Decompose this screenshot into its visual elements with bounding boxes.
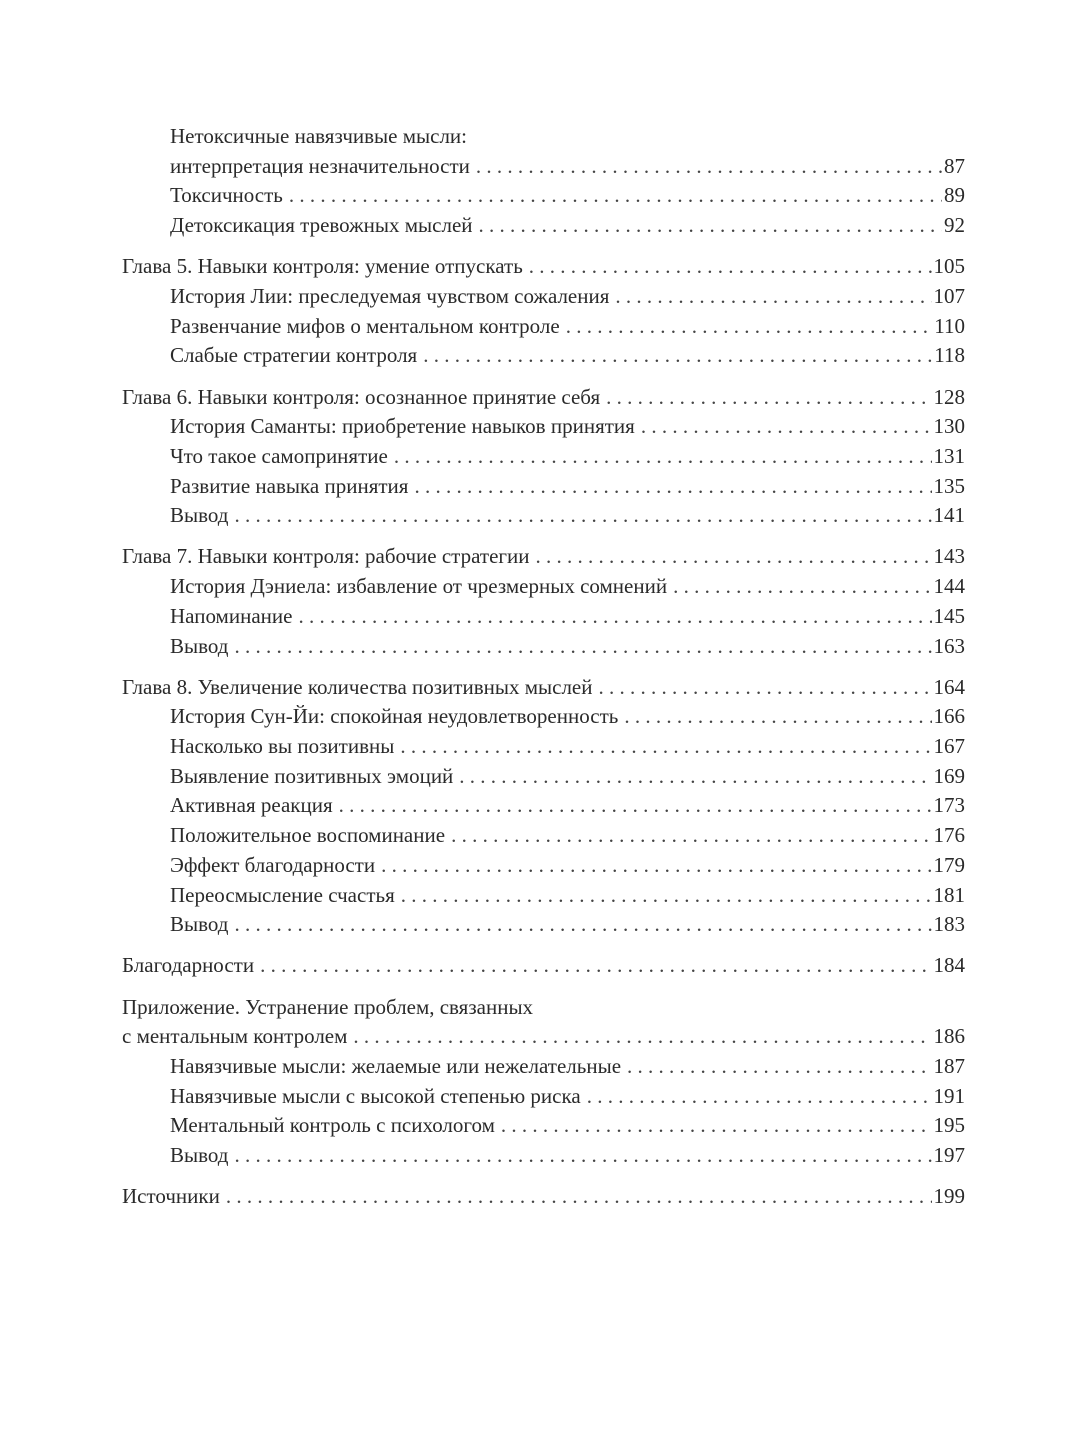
toc-entry-title: Благодарности <box>122 953 255 978</box>
section-gap <box>122 1171 965 1183</box>
toc-dot-leader <box>624 702 931 732</box>
toc-entry-title: Переосмысление счастья <box>170 882 395 907</box>
toc-page-number: 183 <box>933 912 965 937</box>
toc-page-number: 118 <box>934 343 965 368</box>
toc-dot-leader <box>476 152 942 182</box>
toc-chapter-entry[interactable] <box>122 1182 965 1212</box>
toc-section-entry[interactable] <box>122 122 965 152</box>
toc-page-number: 128 <box>933 384 965 409</box>
toc-section-entry[interactable] <box>122 152 965 182</box>
toc-dot-leader <box>627 1052 931 1082</box>
toc-dot-leader <box>501 1111 932 1141</box>
toc-page-number: 179 <box>933 852 965 877</box>
toc-entry-title: Развенчание мифов о ментальном контроле <box>170 313 560 338</box>
toc-chapter-entry[interactable] <box>122 542 965 572</box>
toc-page-number: 105 <box>933 254 965 279</box>
toc-dot-leader <box>234 910 931 940</box>
toc-entry-title: Развитие навыка принятия <box>170 473 409 498</box>
toc-entry-title: Навязчивые мысли с высокой степенью риска <box>170 1083 581 1108</box>
toc-dot-leader <box>641 412 932 442</box>
toc-dot-leader <box>606 383 931 413</box>
toc-page-number: 184 <box>933 953 965 978</box>
toc-entry-title: Нетоксичные навязчивые мысли: <box>170 124 468 148</box>
toc-dot-leader <box>529 252 932 282</box>
toc-dot-leader <box>381 851 931 881</box>
toc-dot-leader <box>587 1082 932 1112</box>
toc-entry-title: Приложение. Устранение проблем, связанных <box>122 994 534 1019</box>
toc-entry-title: История Лии: преследуемая чувством сожаления <box>170 283 610 308</box>
toc-section-entry[interactable] <box>122 341 965 371</box>
toc-page-number: 87 <box>944 153 965 178</box>
toc-section-entry[interactable] <box>122 211 965 241</box>
toc-dot-leader <box>234 1141 931 1171</box>
toc-page-number: 131 <box>933 443 965 468</box>
toc-entry-title: Насколько вы позитивны <box>170 734 395 759</box>
toc-entry-title: Выявление позитивных эмоций <box>170 763 454 788</box>
toc-page-number: 164 <box>933 674 965 699</box>
toc-page-number: 145 <box>933 603 965 628</box>
toc-section-entry[interactable] <box>122 602 965 632</box>
section-gap <box>122 661 965 673</box>
toc-section-entry[interactable] <box>122 1141 965 1171</box>
toc-chapter-entry[interactable] <box>122 673 965 703</box>
toc-page-number: 130 <box>933 414 965 439</box>
toc-section-entry[interactable] <box>122 632 965 662</box>
toc-dot-leader <box>394 442 932 472</box>
toc-entry-title: Навязчивые мысли: желаемые или нежелательные <box>170 1053 622 1078</box>
section-gap <box>122 981 965 993</box>
toc-entry-title: с ментальным контролем <box>122 1024 348 1049</box>
toc-dot-leader <box>598 673 931 703</box>
toc-page-number: 191 <box>933 1083 965 1108</box>
toc-section-entry[interactable] <box>122 312 965 342</box>
toc-dot-leader <box>298 602 931 632</box>
toc-chapter-entry[interactable] <box>122 252 965 282</box>
toc-entry-title: Вывод <box>170 633 229 658</box>
toc-section-entry[interactable] <box>122 501 965 531</box>
toc-page-number: 92 <box>944 213 965 238</box>
toc-section-entry[interactable] <box>122 762 965 792</box>
toc-page-number: 135 <box>933 473 965 498</box>
toc-page-number: 167 <box>933 734 965 759</box>
toc-section-entry[interactable] <box>122 851 965 881</box>
section-gap <box>122 940 965 952</box>
toc-chapter-entry[interactable] <box>122 993 965 1023</box>
toc-entry-title: интерпретация незначительности <box>170 153 470 178</box>
toc-section-entry[interactable] <box>122 181 965 211</box>
toc-entry-title: История Сун-Йи: спокойная неудовлетворенность <box>170 704 619 729</box>
toc-entry-title: Активная реакция <box>170 793 333 818</box>
toc-section-entry[interactable] <box>122 442 965 472</box>
toc-dot-leader <box>423 341 932 371</box>
toc-entry-title: Источники <box>122 1184 220 1209</box>
section-gap <box>122 531 965 543</box>
toc-entry-title: Напоминание <box>170 603 293 628</box>
toc-section-entry[interactable] <box>122 572 965 602</box>
toc-entry-title: Эффект благодарности <box>170 852 376 877</box>
toc-entry-title: Положительное воспоминание <box>170 823 446 848</box>
toc-page-number: 166 <box>933 704 965 729</box>
toc-entry-title: Вывод <box>170 1143 229 1167</box>
toc-dot-leader <box>234 632 931 662</box>
toc-section-entry[interactable] <box>122 821 965 851</box>
toc-entry-title: Что такое самопринятие <box>170 443 388 468</box>
toc-dot-leader <box>289 181 942 211</box>
toc-section-entry[interactable] <box>122 732 965 762</box>
section-gap <box>122 371 965 383</box>
toc-page-number: 186 <box>933 1024 965 1049</box>
toc-entry-title: Токсичность <box>170 183 283 208</box>
toc-dot-leader <box>226 1182 932 1212</box>
toc-entry-title: Слабые стратегии контроля <box>170 343 418 368</box>
toc-entry-title: Глава 6. Навыки контроля: осознанное принятие себя <box>122 384 601 409</box>
toc-dot-leader <box>615 282 931 312</box>
toc-dot-leader <box>459 762 931 792</box>
toc-dot-leader <box>673 572 931 602</box>
toc-page-number: 181 <box>933 882 965 907</box>
toc-page-number: 163 <box>933 633 965 658</box>
toc-section-entry[interactable] <box>122 1052 965 1082</box>
toc-entry-title: Ментальный контроль с психологом <box>170 1113 495 1138</box>
toc-section-entry[interactable] <box>122 881 965 911</box>
toc-dot-leader <box>479 211 942 241</box>
toc-dot-leader <box>535 542 931 572</box>
toc-entry-title: Глава 7. Навыки контроля: рабочие стратегии <box>122 544 530 569</box>
toc-page-number: 199 <box>933 1184 965 1209</box>
toc-dot-leader <box>260 951 931 981</box>
toc-dot-leader <box>401 881 932 911</box>
toc-dot-leader <box>451 821 931 851</box>
toc-section-entry[interactable] <box>122 791 965 821</box>
toc-entry-title: Вывод <box>170 912 229 937</box>
toc-entry-title: Глава 8. Увеличение количества позитивных мыслей <box>122 674 593 699</box>
toc-chapter-entry[interactable] <box>122 383 965 413</box>
toc-page-number: 187 <box>933 1053 965 1078</box>
toc-page-number: 110 <box>934 313 965 338</box>
toc-section-entry[interactable] <box>122 282 965 312</box>
toc-page-number: 173 <box>933 793 965 818</box>
toc-page-number: 195 <box>933 1113 965 1138</box>
toc-section-entry[interactable] <box>122 702 965 732</box>
toc-section-entry[interactable] <box>122 1111 965 1141</box>
toc-page-number: 169 <box>933 763 965 788</box>
toc-dot-leader <box>234 501 931 531</box>
toc-page-number: 89 <box>944 183 965 208</box>
toc-page-number: 143 <box>933 544 965 569</box>
toc-page-number: 141 <box>933 503 965 528</box>
toc-page-number: 144 <box>933 574 965 599</box>
toc-chapter-entry[interactable] <box>122 1022 965 1052</box>
toc-dot-leader <box>339 791 932 821</box>
toc-dot-leader <box>414 472 931 502</box>
toc-chapter-entry[interactable] <box>122 951 965 981</box>
toc-page-number: 197 <box>933 1143 965 1167</box>
toc-entry-title: Детоксикация тревожных мыслей <box>170 213 473 238</box>
toc-dot-leader <box>353 1022 931 1052</box>
toc-entry-title: Вывод <box>170 503 229 528</box>
toc-section-entry[interactable] <box>122 910 965 940</box>
toc-entry-title: История Дэниела: избавление от чрезмерных сомнений <box>170 574 668 599</box>
toc-page-number: 107 <box>933 283 965 308</box>
toc-entry-title: Глава 5. Навыки контроля: умение отпускать <box>122 254 523 279</box>
toc-entry-title: История Саманты: приобретение навыков принятия <box>170 414 635 439</box>
toc-dot-leader <box>566 312 933 342</box>
toc-section-entry[interactable] <box>122 1082 965 1112</box>
toc-dot-leader <box>400 732 931 762</box>
section-gap <box>122 241 965 253</box>
table-of-contents <box>122 122 965 1212</box>
toc-section-entry[interactable] <box>122 412 965 442</box>
toc-page-number: 176 <box>933 823 965 848</box>
toc-section-entry[interactable] <box>122 472 965 502</box>
